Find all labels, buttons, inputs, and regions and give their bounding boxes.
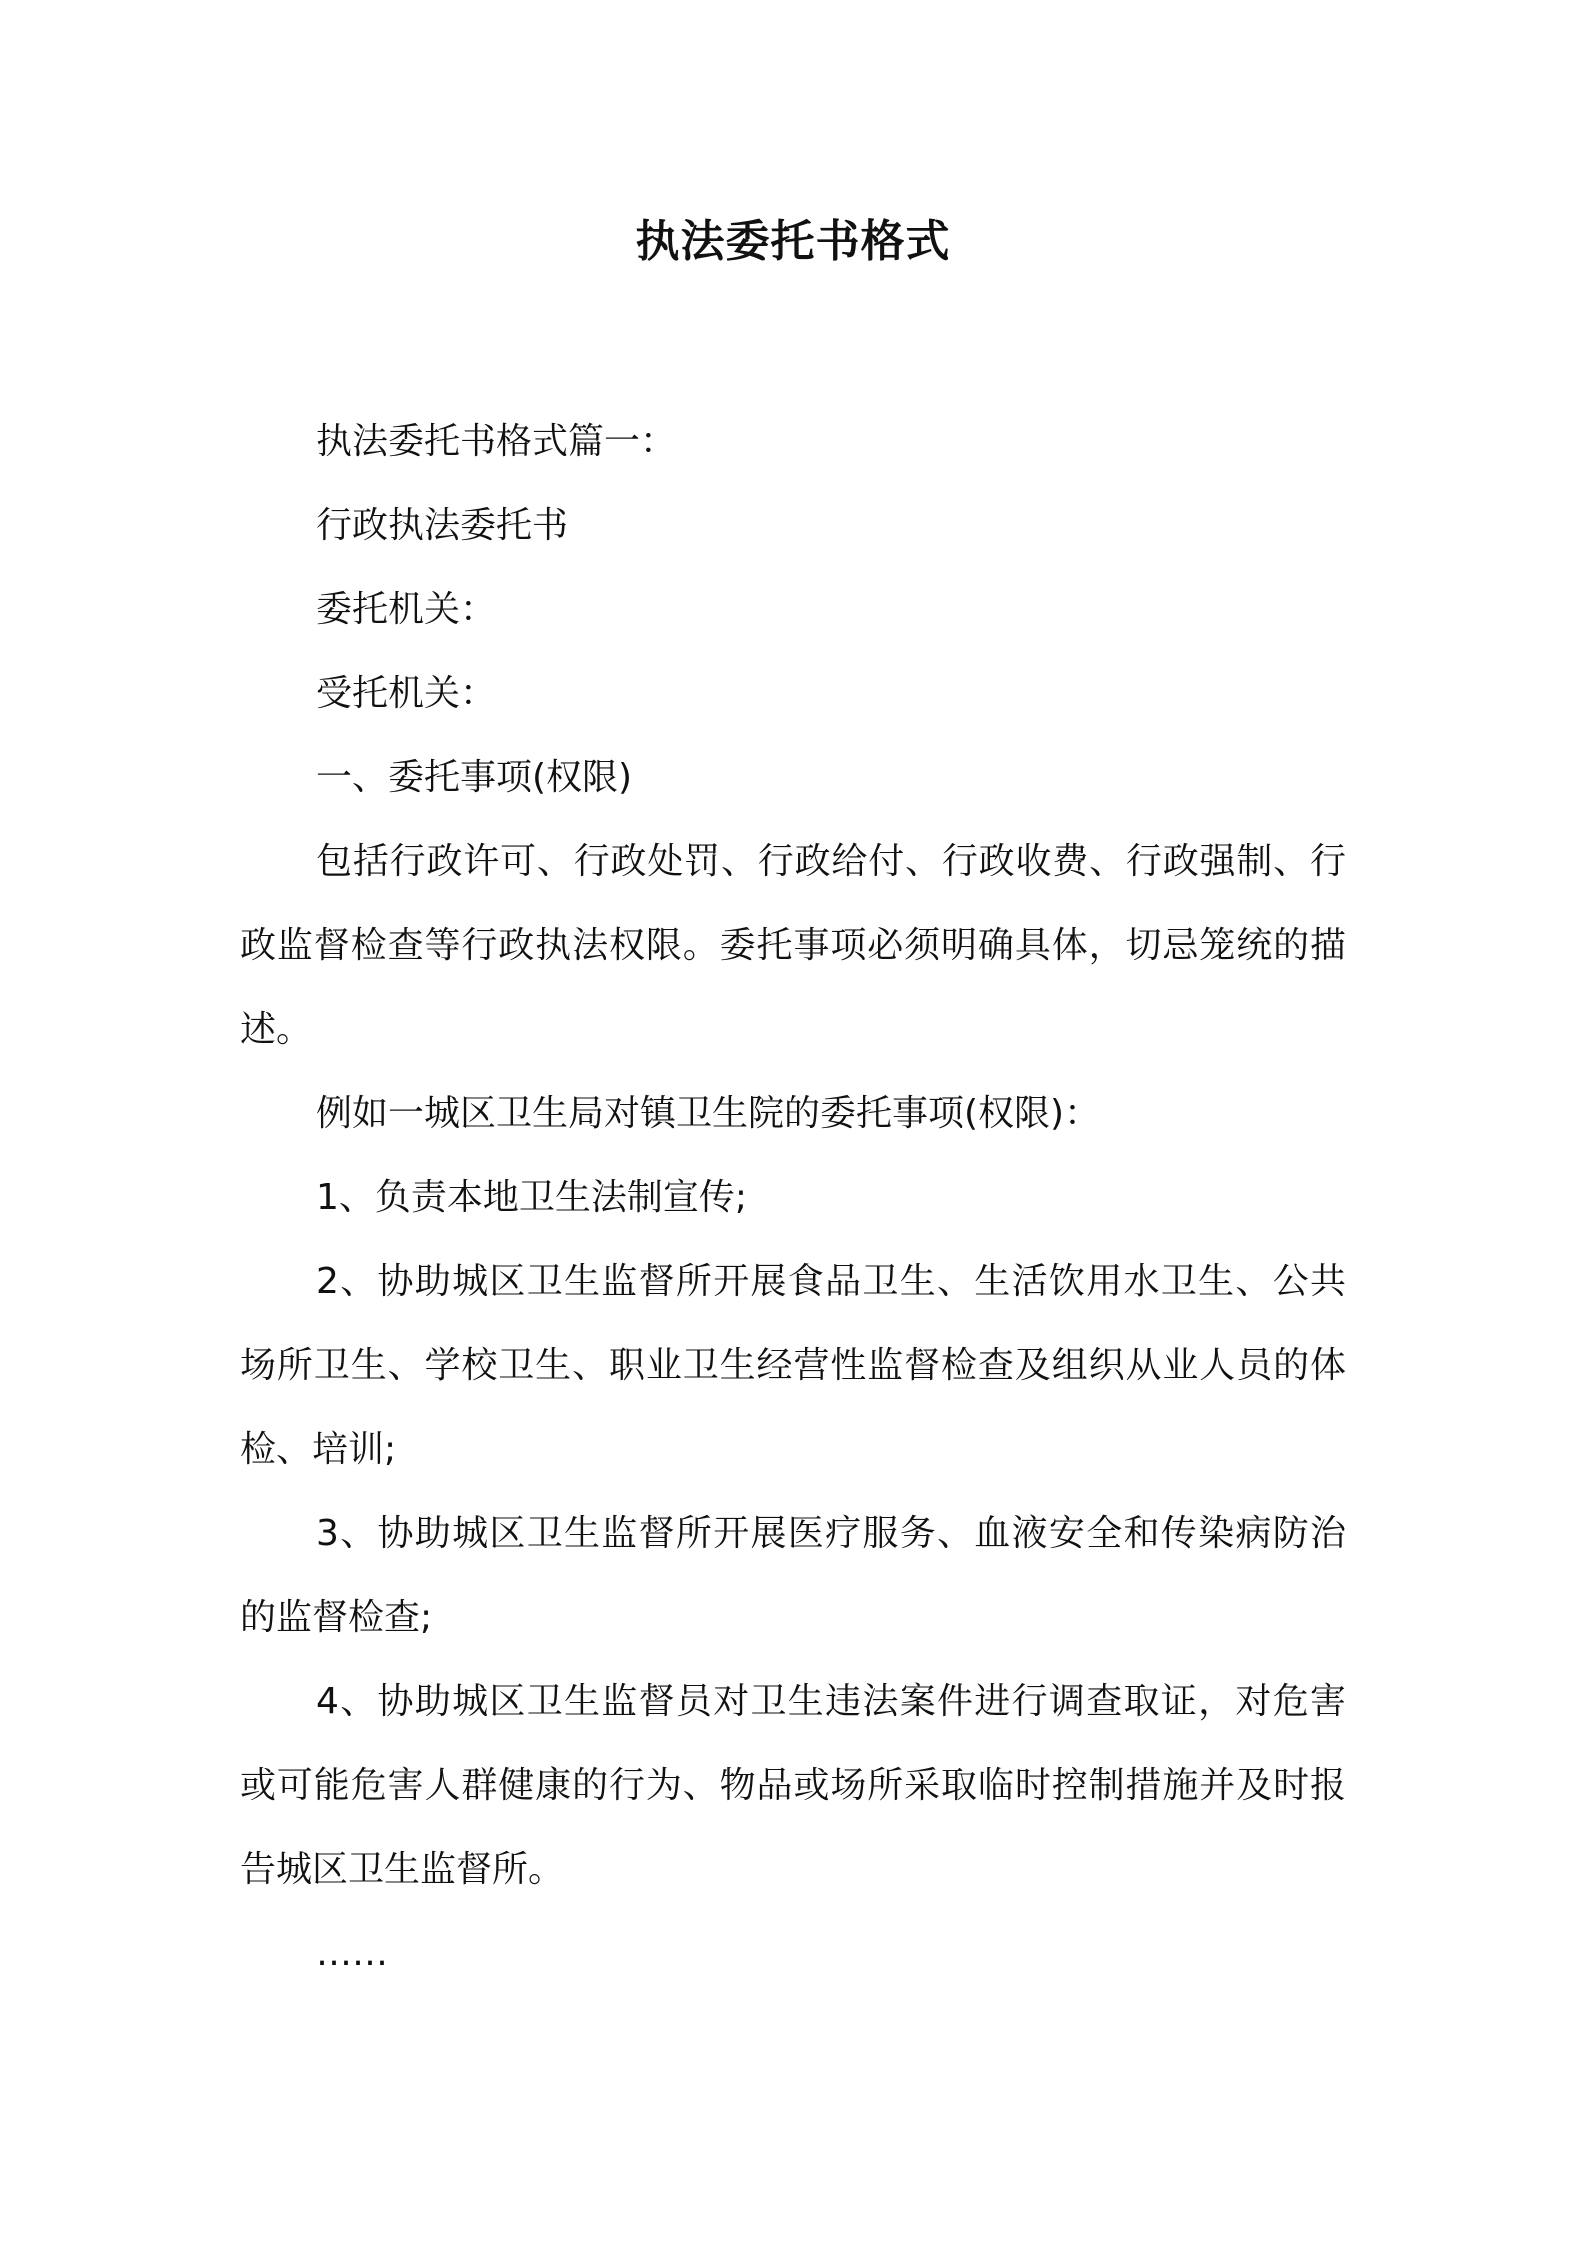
list-item: 3、协助城区卫生监督所开展医疗服务、血液安全和传染病防治的监督检查; (240, 1513, 1346, 1638)
entrusting-authority-label: 委托机关： (316, 589, 497, 630)
entrusted-authority-label: 受托机关： (316, 673, 497, 714)
list-item: 2、协助城区卫生监督所开展食品卫生、生活饮用水卫生、公共场所卫生、学校卫生、职业卫生经营性监督检查及组织从业人员的体检、培训; (240, 1261, 1346, 1470)
document-subtitle: 行政执法委托书 (316, 505, 569, 546)
list-item: 1、负责本地卫生法制宣传; (316, 1177, 748, 1218)
document-body (240, 400, 1346, 1996)
section-heading: 执法委托书格式篇一： (316, 421, 677, 462)
ellipsis: …… (316, 1933, 388, 1974)
body-paragraph: 包括行政许可、行政处罚、行政给付、行政收费、行政强制、行政监督检查等行政执法权限。委托事项必须明确具体，切忌笼统的描述。 (240, 841, 1346, 1050)
list-item: 4、协助城区卫生监督员对卫生违法案件进行调查取证，对危害或可能危害人群健康的行为、物品或场所采取临时控制措施并及时报告城区卫生监督所。 (240, 1681, 1346, 1890)
item-heading: 一、委托事项(权限) (316, 757, 633, 798)
example-intro: 例如一城区卫生局对镇卫生院的委托事项(权限)： (316, 1093, 1101, 1134)
document-title: 执法委托书格式 (635, 216, 951, 267)
